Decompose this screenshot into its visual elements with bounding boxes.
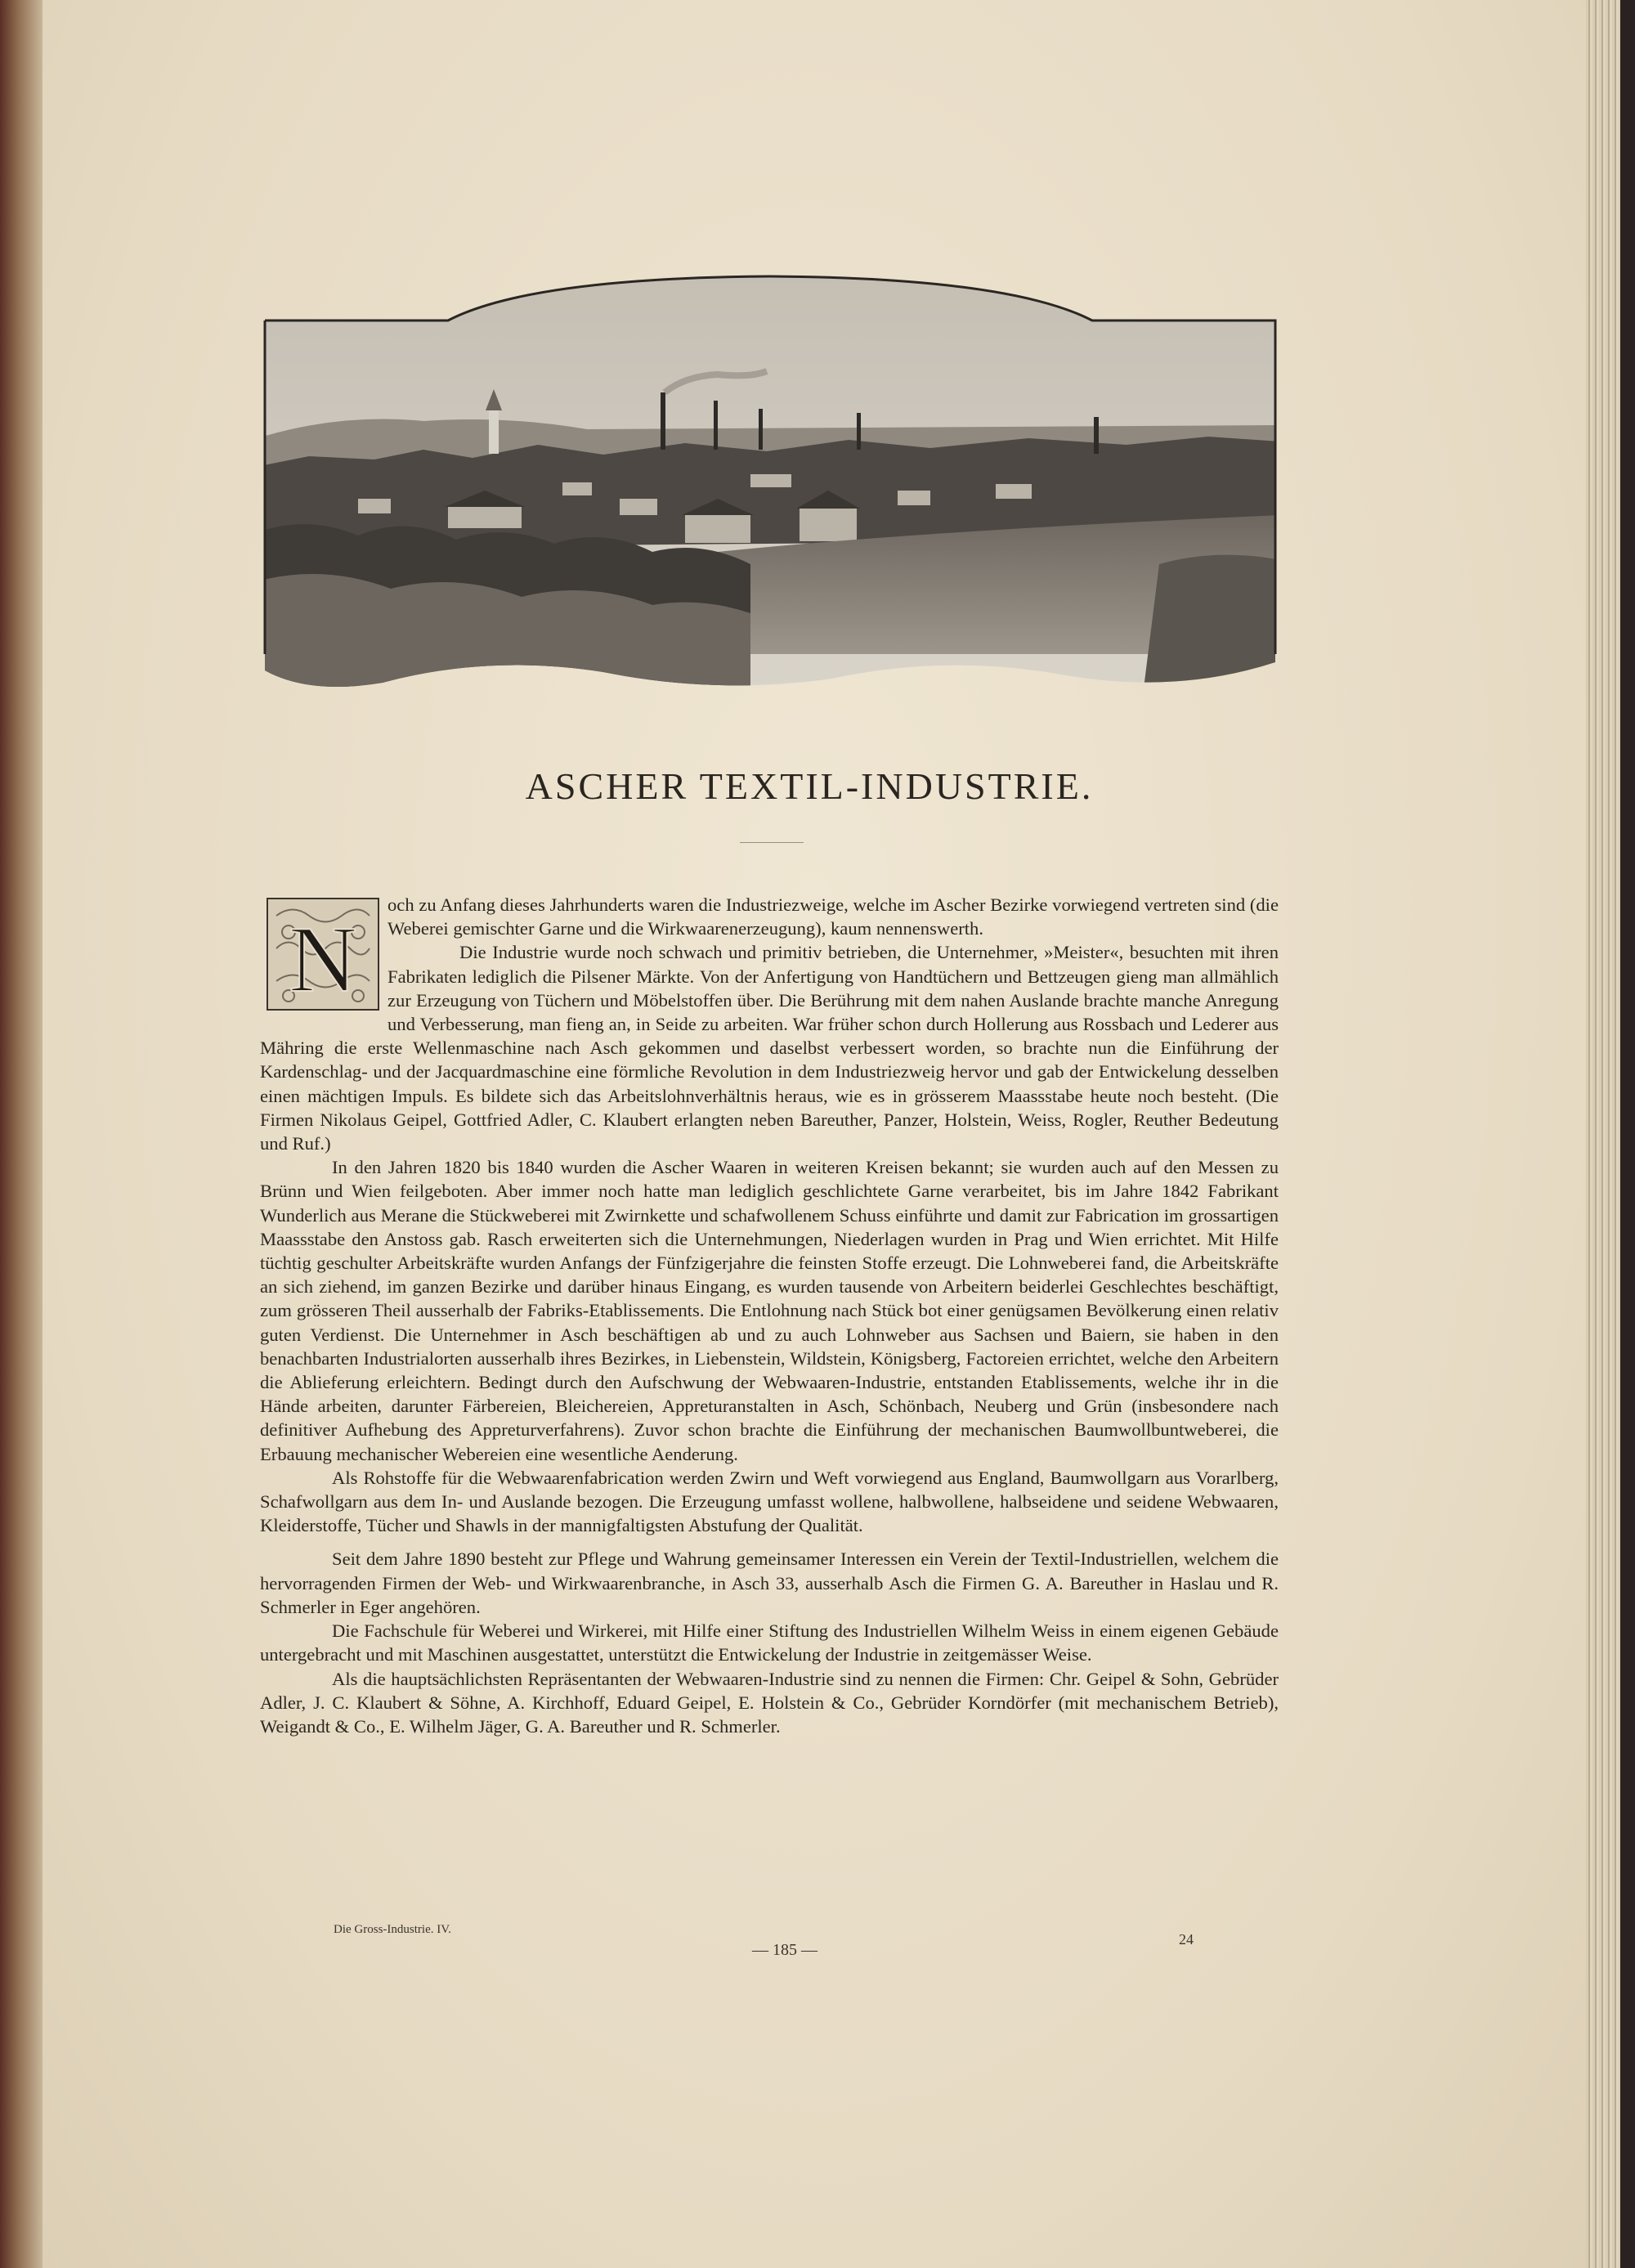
paragraph-2: Die Industrie wurde noch schwach und primitiv betrieben, die Unternehmer, »Meister«, besuchten mit ihren Fabrikaten lediglich die Pilsener Märkte. Von der Anfertigung von Handtüchern und Bettzeugen gieng man allmählich zur Erzeugung von Tüchern und Möbelstoffen über. Die Berührung mit dem nahen Auslande brachte manche Anregung und Verbesserung, man fieng an, in Seide zu arbeiten. War früher schon durch Hollerung aus Rossbach und Lederer aus Mähring die erste Wellenmaschine nach Asch gekommen und daselbst verbessert worden, so brachte nun die Einführung der Kardenschlag- und der Jacquardmaschine eine förmliche Revolution in dem Industriezweig hervor und gab der Entwickelung desselben einen mächtigen Impuls. Es bildete sich das Arbeitslohnverhältnis heraus, wie es in grösserem Maassstabe heute noch besteht. (Die Firmen Nikolaus Geipel, Gottfried Adler, C. Klaubert erlangten neben Bareuther, Panzer, Holstein, Weiss, Rogler, Reuther Bedeutung und Ruf.) <box>260 942 1279 1154</box>
paragraph-5: Seit dem Jahre 1890 besteht zur Pflege und Wahrung gemeinsamer Interessen ein Verein der Textil-Industriellen, welchem die hervorragenden Firmen der Web- und Wirkwaarenbranche, in Asch 33, ausserhalb Asch die Firmen G. A. Bareuther in Haslau und R. Schmerler in Eger angehören. <box>260 1549 1279 1617</box>
series-title: Die Gross-Industrie. IV. <box>334 1923 451 1936</box>
initial-letter-n: N <box>289 908 357 1009</box>
article-body <box>260 893 1279 1738</box>
paragraph-4: Als Rohstoffe für die Webwaarenfabrication werden Zwirn und Weft vorwiegend aus England, Baumwollgarn aus Vorarlberg, Schafwollgarn aus dem In- und Auslande bezogen. Die Erzeugung umfasst wollene, halbwollene, halbseidene und seidene Webwaaren, Kleiderstoffe, Tücher und Shawls in der mannigfaltigsten Abstufung der Qualität. <box>260 1467 1279 1536</box>
title-divider <box>740 842 804 843</box>
town-panorama-illustration <box>260 270 1280 695</box>
page-number: — 185 — <box>752 1941 818 1959</box>
paragraph-7: Als die hauptsächlichsten Repräsentanten der Webwaaren-Industrie sind zu nennen die Firmen: Chr. Geipel & Sohn, Gebrüder Adler, J. C. Klaubert & Söhne, A. Kirchhoff, Eduard Geipel, E. Holstein & Co., Gebrüder Korndörfer (mit mechanischem Betrieb), Weigandt & Co., E. Wilhelm Jäger, G. A. Bareuther und R. Schmerler. <box>260 1668 1279 1737</box>
book-page-edges-right <box>1586 0 1635 2268</box>
article-title: ASCHER TEXTIL-INDUSTRIE. <box>525 765 1094 807</box>
paragraph-3: In den Jahren 1820 bis 1840 wurden die Ascher Waaren in weiteren Kreisen bekannt; sie wurden auch auf den Messen zu Brünn und Wien feilgeboten. Aber immer noch hatte man lediglich geschlichtete Garne verarbeitet, bis im Jahre 1842 Fabrikant Wunderlich aus Merane die Stückweberei mit Zwirnkette und schafwollenem Schuss einführte und damit zur Fabrication im grossartigen Maassstabe den Anstoss gab. Rasch erweiterten sich die Unternehmungen, Niederlagen wurden in Prag und Wien errichtet. Mit Hilfe tüchtig geschulter Arbeitskräfte wurden Anfangs der Fünfzigerjahre die feinsten Stoffe erzeugt. Die Lohnweberei fand, die Arbeitskräfte an sich ziehend, im ganzen Bezirke und darüber hinaus Eingang, es wurden tausende von Arbeitern beiderlei Geschlechtes beschäftigt, zum grösseren Theil ausserhalb der Fabriks-Etablissements. Die Entlohnung nach Stück bot einer genügsamen Bevölkerung einen relativ guten Verdienst. Die Unternehmer in Asch beschäftigen ab und zu auch Lohnweber aus Sachsen und Baiern, sie haben in den benachbarten Industrialorten ausserhalb ihres Bezirkes, in Liebenstein, Wildstein, Königsberg, Factoreien errichtet, welche den Arbeitern die Ablieferung erleichtern. Bedingt durch den Aufschwung der Webwaaren-Industrie, entstanden Etablissements, welche ihr in die Hände arbeiten, darunter Färbereien, Bleichereien, Appreturanstalten in Asch, Schönbach, Neuberg und Grün (insbesondere nach definitiver Aufhebung des Appreturverfahrens). Zuvor schon brachte die Einführung der mechanischen Baumwollbuntweberei, die Erbauung mechanischer Webereien eine wesentliche Aenderung. <box>260 1157 1279 1464</box>
initial-spacer <box>260 893 383 1015</box>
signature-mark: 24 <box>1179 1931 1194 1948</box>
paragraph-1: och zu Anfang dieses Jahrhunderts waren die Industriezweige, welche im Ascher Bezirke vorwiegend vertreten sind (die Weberei gemischter Garne und die Wirkwaarenerzeugung), kaum nennenswerth. <box>387 894 1279 939</box>
paragraph-6: Die Fachschule für Weberei und Wirkerei, mit Hilfe einer Stiftung des Industriellen Wilhelm Weiss in einem eigenen Gebäude untergebracht und mit Maschinen ausgestattet, unterstützt die Entwickelung der Industrie in zeitgemässer Weise. <box>260 1620 1279 1665</box>
book-binding-left <box>0 0 43 2268</box>
